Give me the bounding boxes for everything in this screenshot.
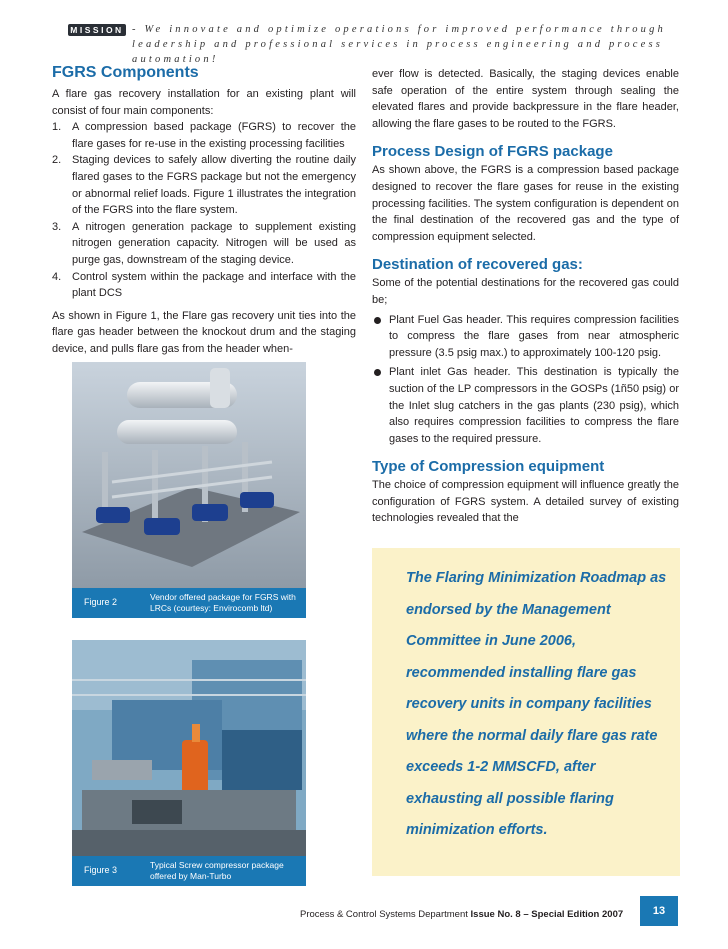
list-item-text: A compression based package (FGRS) to recover the flare gases for re-use in the existing processing facilities [72, 121, 356, 150]
list-item-text: Staging devices to safely allow diverting the routine daily flared gases to the FGRS package but not the emergency or abnormal relief loads. Figure 1 illustrates the integration of the FGRS into the flare system. [72, 154, 356, 217]
destination-intro: Some of the potential destinations for the recovered gas could be; [372, 277, 679, 306]
list-number: 1. [52, 121, 62, 134]
list-item [372, 312, 679, 362]
left-column-text [52, 86, 356, 358]
right-column-text [372, 66, 679, 527]
components-list [52, 119, 356, 302]
list-item-text: A nitrogen generation package to supplement existing nitrogen generation capacity. Nitrogen will be used as purge gas, downstream of the staging device. [72, 220, 356, 266]
mission-badge: MISSION [68, 24, 126, 36]
pull-quote-box [372, 548, 680, 876]
bullet-icon [374, 317, 381, 324]
figure-2-caption: Vendor offered package for FGRS with LRCs (courtesy: Envirocomb ltd) [150, 592, 296, 613]
list-item [52, 219, 356, 269]
mission-header [56, 18, 676, 65]
list-item-text: Control system within the package and interface with the plant DCS [72, 270, 356, 300]
list-item-text: Plant inlet Gas header. This destination is typically the suction of the LP compressors in the GOSPs (1ñ50 psig) or the Inlet slug catchers in the gas plants (230 psig), which also requires compression facilities to compress the flare gases to the required pressure. [389, 366, 679, 445]
figure-2-image [72, 362, 306, 590]
heading-process-design: Process Design of FGRS package [372, 143, 613, 161]
process-design-paragraph: As shown above, the FGRS is a compression based package designed to recover the flare gases for reuse in the existing processing facilities. The system configuration is dependent on the final destination of the recovered gas and the type of compression equipment selected. [372, 164, 679, 243]
list-number: 2. [52, 154, 62, 167]
pull-quote-text: The Flaring Minimization Roadmap as endorsed by the Management Committee in June 2006, recommended installing flare gas recovery units in company facilities where the normal daily flare gas rate exceeds 1-2 MMSCFD, after exhausting all possible flaring minimization efforts. [406, 570, 667, 838]
figure-3-caption-bar [72, 856, 306, 886]
footer-issue: Issue No. 8 – Special Edition 2007 [470, 909, 624, 920]
mission-statement: - We innovate and optimize operations for improved performance through leadership and professional services in process engineering and process automation! [132, 24, 667, 65]
screw-compressor-illustration [72, 640, 306, 860]
figure-3-image [72, 640, 306, 860]
continuation-paragraph: ever flow is detected. Basically, the staging devices enable safe operation of the entire system through sealing the elevated flares and provide backpressure in the flare header, allowing the flare gases to be routed to the FGRS. [372, 68, 679, 130]
list-item [52, 152, 356, 218]
bullet-icon [374, 369, 381, 376]
fgrs-package-illustration [72, 362, 306, 590]
heading-compression-equipment: Type of Compression equipment [372, 458, 605, 476]
list-item [372, 364, 679, 447]
heading-fgrs-components: FGRS Components [52, 64, 199, 81]
page-number: 13 [640, 896, 678, 926]
figure-2-caption-bar [72, 588, 306, 618]
figure-reference-paragraph: As shown in Figure 1, the Flare gas recovery unit ties into the flare gas header between the knockout drum and the staging device, and pulls flare gas from the header when- [52, 309, 356, 355]
figure-2-label: Figure 2 [84, 597, 118, 607]
list-number: 3. [52, 220, 62, 233]
list-item-text: Plant Fuel Gas header. This requires compression facilities to compress the flare gases from near atmospheric pressure (3.5 psig max.) to approximately 100-120 psig. [389, 313, 679, 359]
footer-department: Process & Control Systems Department [300, 909, 468, 920]
heading-destination: Destination of recovered gas: [372, 256, 583, 274]
compression-paragraph: The choice of compression equipment will influence greatly the configuration of FGRS system. A detailed survey of existing technologies revealed that the [372, 479, 679, 525]
intro-paragraph: A flare gas recovery installation for an existing plant will consist of four main components: [52, 88, 356, 117]
destination-list [372, 312, 679, 448]
figure-3-caption: Typical Screw compressor package offered by Man-Turbo [150, 860, 284, 881]
figure-3-label: Figure 3 [84, 865, 118, 875]
list-item [52, 269, 356, 302]
list-number: 4. [52, 270, 62, 283]
footer-publication-line [300, 909, 623, 920]
list-item [52, 119, 356, 152]
